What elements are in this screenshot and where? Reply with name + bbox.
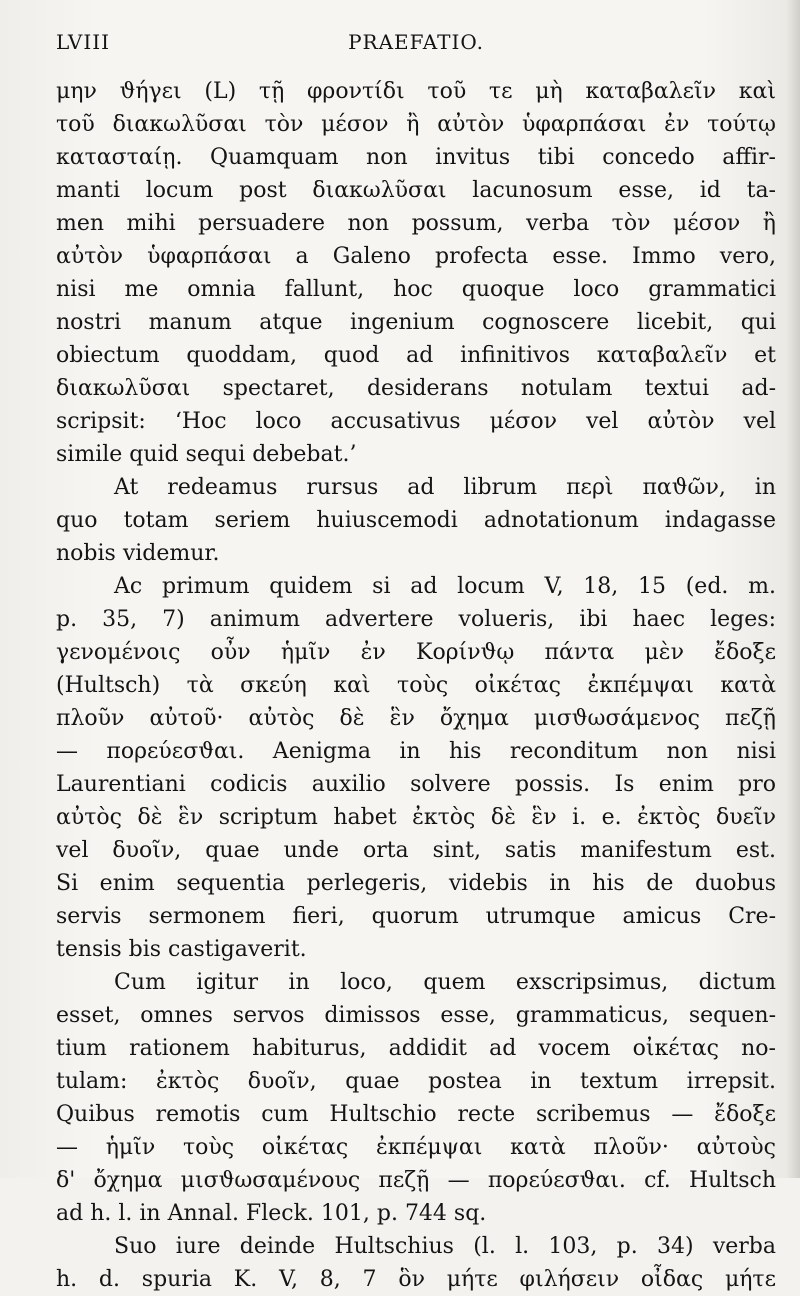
text-line: — πορεύεσϑαι. Aenigma in his reconditum non nisi [56,739,776,764]
text-line: manti locum post διακωλῦσαι lacunosum esse, id ta- [56,178,776,203]
text-line: Suo iure deinde Hultschius (l. l. 103, p. 34) verba [114,1234,776,1259]
text-line: nobis videmur. [56,541,220,566]
page-number: LVIII [56,30,111,54]
text-line: Cum igitur in loco, quem exscripsimus, dictum [114,970,776,995]
text-line: — ἡμῖν τοὺς οἰκέτας ἐκπέμψαι κατὰ πλοῦν· αὐτοὺς [56,1135,776,1160]
body-text [56,75,776,1296]
running-head: PRAEFATIO. [348,30,484,54]
page-header [56,30,776,60]
text-line: τοῦ διακωλῦσαι τὸν μέσον ἢ αὐτὸν ὑφαρπάσαι ἐν τούτῳ [56,112,776,137]
text-line: ad h. l. in Annal. Fleck. 101, p. 744 sq. [56,1201,487,1226]
text-line: servis sermonem fieri, quorum utrumque amicus Cre- [56,904,776,929]
text-line: δ' ὄχημα μισϑωσαμένους πεζῇ — πορεύεσϑαι. cf. Hultsch [56,1168,776,1193]
text-line: obiectum quoddam, quod ad infinitivos καταβαλεῖν et [56,343,776,368]
text-line: (Hultsch) τὰ σκεύη καὶ τοὺς οἰκέτας ἐκπέμψαι κατὰ [56,673,776,698]
text-line: μην ϑήγει (L) τῇ φροντίδι τοῦ τε μὴ καταβαλεῖν καὶ [56,79,776,104]
text-line: esset, omnes servos dimissos esse, grammaticus, sequen- [56,1003,776,1028]
text-line: γενομένοις οὖν ἡμῖν ἐν Κορίνϑῳ πάντα μὲν ἔδοξε [56,640,776,665]
text-line: men mihi persuadere non possum, verba τὸν μέσον ἢ [56,211,776,236]
page-edge-shadow [786,0,800,1178]
text-line: Ac primum quidem si ad locum V, 18, 15 (ed. m. [114,574,776,599]
text-line: simile quid sequi debebat.’ [56,442,357,467]
text-line: vel δυοῖν, quae unde orta sint, satis manifestum est. [56,838,776,863]
text-line: Laurentiani codicis auxilio solvere possis. Is enim pro [56,772,776,797]
text-line: Quibus remotis cum Hultschio recte scribemus — ἔδοξε [56,1102,776,1127]
text-line: tium rationem habiturus, addidit ad vocem οἰκέτας no- [56,1036,776,1061]
text-line: At redeamus rursus ad librum περὶ παϑῶν, in [114,475,776,500]
text-line: διακωλῦσαι spectaret, desiderans notulam textui ad- [56,376,776,401]
text-line: κατασταίῃ. Quamquam non invitus tibi concedo affir- [56,145,776,170]
text-line: p. 35, 7) animum advertere volueris, ibi haec leges: [56,607,776,632]
text-line: scripsit: ‘Hoc loco accusativus μέσον vel αὐτὸν vel [56,409,776,434]
text-line: πλοῦν αὐτοῦ· αὐτὸς δὲ ἓν ὄχημα μισϑωσάμενος πεζῇ [56,706,776,731]
text-line: αὐτὸν ὑφαρπάσαι a Galeno profecta esse. Immo vero, [56,244,776,269]
text-line: nostri manum atque ingenium cognoscere licebit, qui [56,310,776,335]
text-line: nisi me omnia fallunt, hoc quoque loco grammatici [56,277,776,302]
text-line: Si enim sequentia perlegeris, videbis in his de duobus [56,871,776,896]
text-line: h. d. spuria K. V, 8, 7 ὃν μήτε φιλήσειν οἶδας μήτε [56,1267,776,1292]
text-line: tensis bis castigaverit. [56,937,307,962]
text-line: αὐτὸς δὲ ἓν scriptum habet ἐκτὸς δὲ ἓν i. e. ἐκτὸς δυεῖν [56,805,776,830]
text-line: quo totam seriem huiuscemodi adnotationum indagasse [56,508,776,533]
text-line: tulam: ἐκτὸς δυοῖν, quae postea in textum irrepsit. [56,1069,776,1094]
